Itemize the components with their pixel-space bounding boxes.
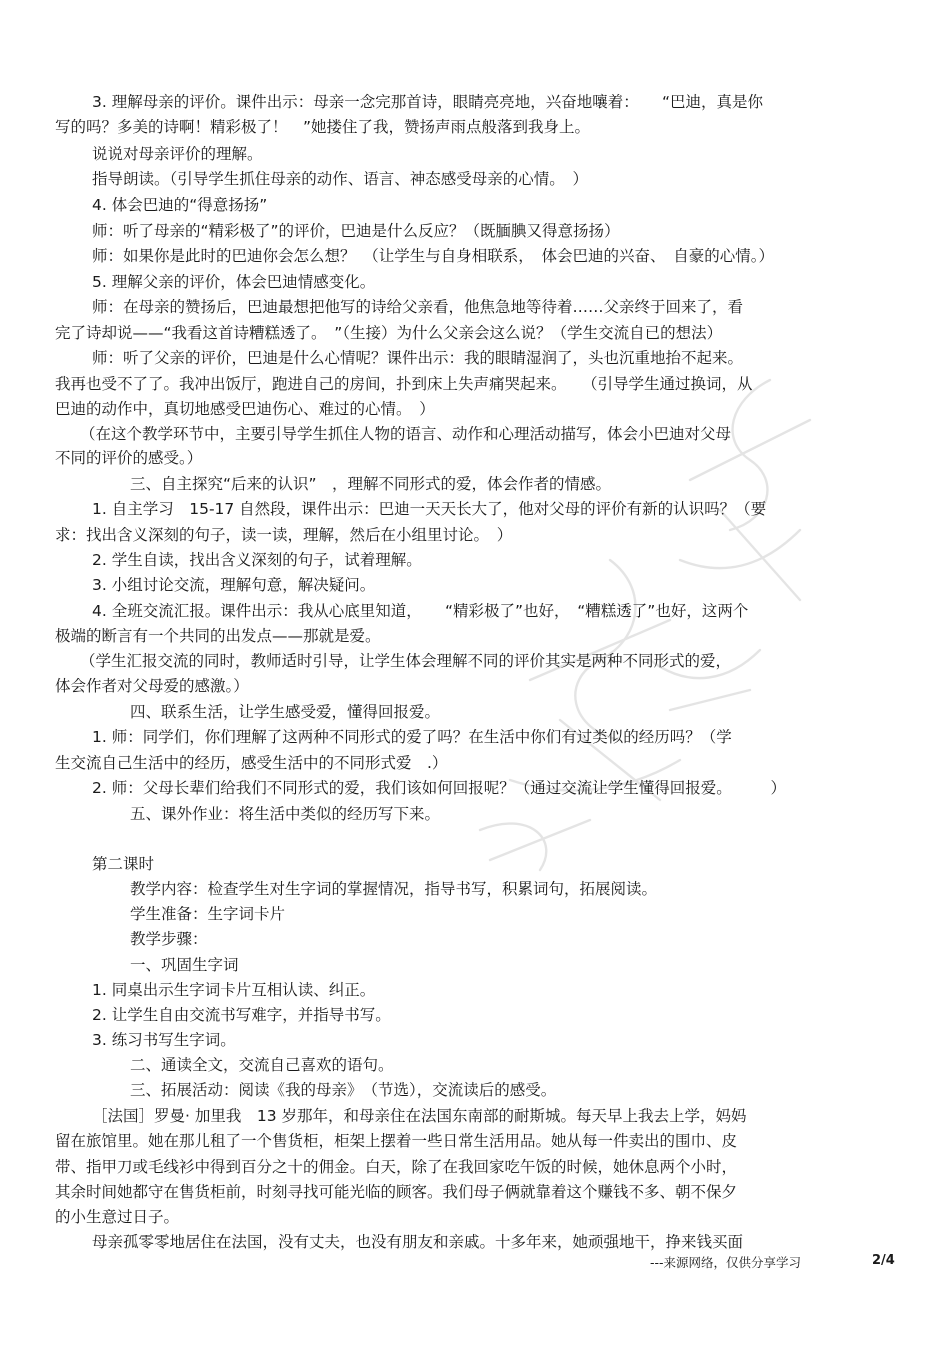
text-line: 说说对母亲评价的理解。 bbox=[92, 145, 263, 163]
text-line: 写的吗？多美的诗啊！精彩极了！ ”她搂住了我，赞扬声雨点般落到我身上。 bbox=[55, 118, 591, 136]
text-line: 教学内容：检查学生对生字词的掌握情况，指导书写，积累词句，拓展阅读。 bbox=[130, 880, 658, 898]
text-line: 带、指甲刀或毛线衫中得到百分之十的佣金。白天，除了在我回家吃午饭的时候，她休息两个小时， bbox=[55, 1158, 738, 1176]
text-line: 2. 让学生自由交流书写难字，并指导书写。 bbox=[92, 1006, 391, 1024]
text-line: 留在旅馆里。她在那儿租了一个售货柜，柜架上摆着一些日常生活用品。她从每一件卖出的围巾、皮 bbox=[55, 1132, 738, 1150]
text-line: 4. 体会巴迪的“得意扬扬” bbox=[92, 196, 268, 214]
section-heading: 第二课时 bbox=[92, 855, 155, 873]
text-line: 完了诗却说——“我看这首诗糟糕透了。 ”（生接）为什么父亲会这么说？（学生交流自已的想法） bbox=[55, 324, 723, 342]
text-line: 1. 自主学习 15-17 自然段，课件出示：巴迪一天天长大了，他对父母的评价有新的认识吗？（要 bbox=[92, 500, 767, 518]
text-line: 极端的断言有一个共同的出发点——那就是爱。 bbox=[55, 627, 381, 645]
page-number: 2/4 bbox=[872, 1253, 895, 1268]
text-line: 二、通读全文，交流自己喜欢的语句。 bbox=[130, 1056, 394, 1074]
text-line: 师：听了母亲的“精彩极了”的评价，巴迪是什么反应？（既腼腆又得意扬扬） bbox=[92, 222, 620, 240]
text-line: 师：听了父亲的评价，巴迪是什么心情呢？课件出示：我的眼睛湿润了，头也沉重地抬不起来。 bbox=[92, 349, 744, 367]
text-line: 2. 师：父母长辈们给我们不同形式的爱，我们该如何回报呢？（通过交流让学生懂得回报爱。 ） bbox=[92, 779, 786, 797]
footer-source: ---来源网络，仅供分享学习 bbox=[650, 1255, 802, 1270]
text-line: 3. 小组讨论交流，理解句意，解决疑问。 bbox=[92, 576, 376, 594]
text-line: 1. 同桌出示生字词卡片互相认读、纠正。 bbox=[92, 981, 376, 999]
text-line: 不同的评价的感受。） bbox=[55, 449, 203, 467]
text-line: 师：在母亲的赞扬后，巴迪最想把他写的诗给父亲看，他焦急地等待着……父亲终于回来了，看 bbox=[92, 298, 744, 316]
text-line: 巴迪的动作中，真切地感受巴迪伤心、难过的心情。 ） bbox=[55, 400, 435, 418]
text-line: 5. 理解父亲的评价，体会巴迪情感变化。 bbox=[92, 273, 376, 291]
text-line: 指导朗读。（引导学生抓住母亲的动作、语言、神态感受母亲的心情。 ） bbox=[92, 170, 589, 188]
text-line: 1. 师：同学们，你们理解了这两种不同形式的爱了吗？在生活中你们有过类似的经历吗？（学 bbox=[92, 728, 732, 746]
text-line: 母亲孤零零地居住在法国，没有丈夫，也没有朋友和亲戚。十多年来，她顽强地干，挣来钱买面 bbox=[92, 1233, 744, 1251]
text-line: 生交流自己生活中的经历，感受生活中的不同形式爱 .） bbox=[55, 754, 448, 772]
text-line: 三、拓展活动：阅读《我的母亲》 （节选），交流读后的感受。 bbox=[130, 1081, 557, 1099]
text-line: 体会作者对父母爱的感激。） bbox=[55, 677, 249, 695]
text-line: 其余时间她都守在售货柜前，时刻寻找可能光临的顾客。我们母子俩就靠着这个赚钱不多、朝不保夕 bbox=[55, 1183, 738, 1201]
text-line: 一、巩固生字词 bbox=[130, 956, 239, 974]
text-line: 我再也受不了了。我冲出饭厅，跑进自己的房间，扑到床上失声痛哭起来。 （引导学生通过换词，从 bbox=[55, 375, 753, 393]
text-line: 三、自主探究“后来的认识” ，理解不同形式的爱，体会作者的情感。 bbox=[130, 475, 612, 493]
text-line: 四、联系生活，让学生感受爱，懂得回报爱。 bbox=[130, 703, 441, 721]
text-line: 教学步骤： bbox=[130, 930, 208, 948]
text-line: （学生汇报交流的同时，教师适时引导，让学生体会理解不同的评价其实是两种不同形式的爱， bbox=[80, 652, 732, 670]
text-line: 3. 理解母亲的评价。课件出示：母亲一念完那首诗，眼睛亮亮地，兴奋地嚷着： “巴迪，真是你 bbox=[92, 93, 763, 111]
text-line: 五、课外作业：将生活中类似的经历写下来。 bbox=[130, 805, 441, 823]
text-line: 4. 全班交流汇报。课件出示：我从心底里知道， “精彩极了”也好， “糟糕透了”也好，这两个 bbox=[92, 602, 749, 620]
text-line: （在这个教学环节中，主要引导学生抓住人物的语言、动作和心理活动描写，体会小巴迪对父母 bbox=[80, 425, 732, 443]
text-line: 的小生意过日子。 bbox=[55, 1208, 180, 1226]
text-line: 求：找出含义深刻的句子，读一读，理解，然后在小组里讨论。 ） bbox=[55, 526, 513, 544]
text-line: 2. 学生自读，找出含义深刻的句子，试着理解。 bbox=[92, 551, 422, 569]
text-line: 师：如果你是此时的巴迪你会怎么想？ （让学生与自身相联系， 体会巴迪的兴奋、 自豪的心情。） bbox=[92, 247, 775, 265]
text-line: 学生准备：生字词卡片 bbox=[130, 905, 286, 923]
text-line: 3. 练习书写生字词。 bbox=[92, 1031, 236, 1049]
text-line: ［法国］罗曼· 加里我 13 岁那年，和母亲住在法国东南部的耐斯城。每天早上我去上学，妈妈 bbox=[92, 1107, 747, 1125]
